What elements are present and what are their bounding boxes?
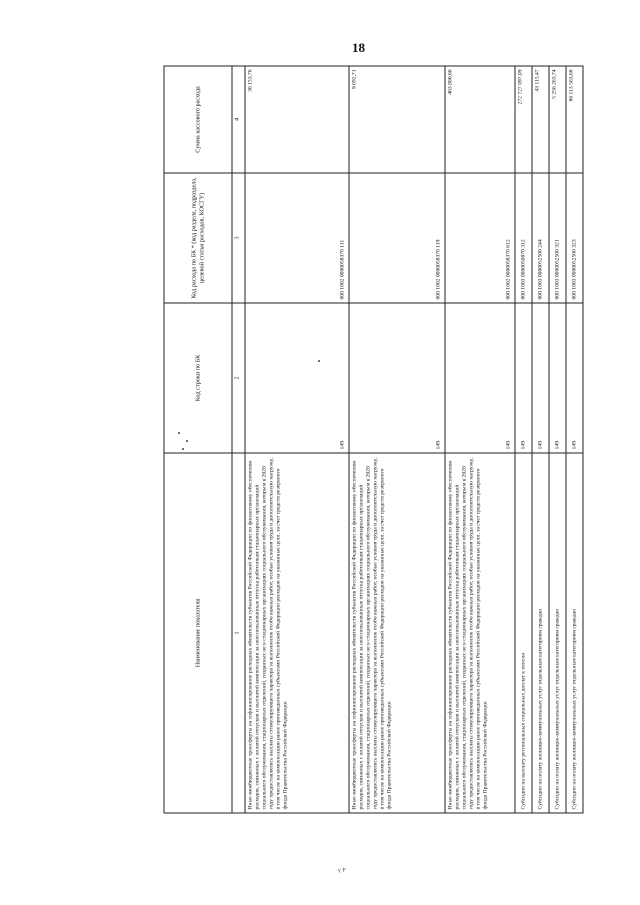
rotated-table-container: [164, 67, 577, 814]
row-name: Иные межбюджетные трансферты на софинансирование расходных обязательств субъектов Российской Федерации по финансовому обеспечению расходов, связанных с оплатой отпусков и выплатой компенсации за неиспользованные отпуска работникам стационарных организаций социального обслуживания, стационарных отделений, созданных не в стационарных организациях социального обслуживания, которым в 2020 году предоставлялись выплаты стимулирующего характера за выполнение особо важных работ, особые условия труда и дополнительную нагрузку, в том числе на компенсацию ранее произведенных субъектами Российской Федерации расходов на указанные цели, за счет средств резервного фонда Правительства Российской Федерации: [445, 453, 515, 813]
table-header-row: [164, 66, 232, 813]
row-kbk: 000 1002 0000058370 111: [245, 173, 349, 303]
row-amount: 30 153,76: [245, 66, 349, 173]
row-amount: 9 692,71: [349, 66, 445, 173]
row-kbk: 000 1003 0000052500 244: [532, 173, 549, 303]
row-name: Субсидии на выплату региональных социальных доплат к пенсии: [515, 453, 532, 813]
row-amount: 43 115,47: [532, 66, 549, 173]
header-kbk: Код расхода по БК * (код раздела, подраздела, целевой статьи расходов, КОСГУ): [164, 173, 232, 303]
column-index: 3: [232, 173, 245, 303]
row-kbk: 000 1003 0000050070 312: [515, 173, 532, 303]
expense-table: [164, 66, 584, 814]
column-index: 4: [232, 66, 245, 173]
column-index-row: [232, 66, 245, 813]
header-name: Наименование показателя: [164, 453, 232, 813]
table-row: [549, 66, 566, 813]
column-index: 2: [232, 303, 245, 453]
row-name: Субсидии на оплату жилищно-коммунальных услуг отдельным категориям граждан: [566, 453, 583, 813]
row-amount: 463 800,00: [445, 66, 515, 173]
header-amount: Сумма кассового расхода: [164, 66, 232, 173]
page-number: 18: [352, 40, 365, 55]
column-index: 1: [232, 453, 245, 813]
row-amount: 86 113 563,68: [566, 66, 583, 173]
row-name: Иные межбюджетные трансферты на софинансирование расходных обязательств субъектов Российской Федерации по финансовому обеспечению расходов, связанных с оплатой отпусков и выплатой компенсации за неиспользованные отпуска работникам стационарных организаций социального обслуживания, стационарных отделений, созданных не в стационарных организациях социального обслуживания, которым в 2020 году предоставлялись выплаты стимулирующего характера за выполнение особо важных работ, особые условия труда и дополнительную нагрузку, в том числе на компенсацию ранее произведенных субъектами Российской Федерации расходов на указанные цели, за счет средств резервного фонда Правительства Российской Федерации: [349, 453, 445, 813]
row-code: 149: [245, 303, 349, 453]
footer-mark: ᵞ ᴾ: [338, 866, 346, 876]
row-code: 149: [349, 303, 445, 453]
row-kbk: 000 1003 0000052500 323: [566, 173, 583, 303]
row-name: Субсидии на оплату жилищно-коммунальных услуг отдельным категориям граждан: [549, 453, 566, 813]
row-code: 149: [445, 303, 515, 453]
table-row: [245, 66, 349, 813]
row-code: 149: [549, 303, 566, 453]
row-kbk: 000 1002 0000058370 612: [445, 173, 515, 303]
row-code: 149: [515, 303, 532, 453]
row-name: Иные межбюджетные трансферты на софинансирование расходных обязательств субъектов Российской Федерации по финансовому обеспечению расходов, связанных с оплатой отпусков и выплатой компенсации за неиспользованные отпуска работникам стационарных организаций социального обслуживания, стационарных отделений, созданных не в стационарных организациях социального обслуживания, которым в 2020 году предоставлялись выплаты стимулирующего характера за выполнение особо важных работ, особые условия труда и дополнительную нагрузку, в том числе на компенсацию ранее произведенных субъектами Российской Федерации расходов на указанные цели, за счет средств резервного фонда Правительства Российской Федерации: [245, 453, 349, 813]
header-code: Код строки по БК: [164, 303, 232, 453]
row-code: 149: [532, 303, 549, 453]
table-row: [515, 66, 532, 813]
row-name: Субсидии на оплату жилищно-коммунальных услуг отдельным категориям граждан: [532, 453, 549, 813]
row-amount: 272 727 097,09: [515, 66, 532, 173]
table-row: [566, 66, 583, 813]
table-row: [532, 66, 549, 813]
row-code: 149: [566, 303, 583, 453]
row-kbk: 000 1003 0000052500 321: [549, 173, 566, 303]
row-kbk: 000 1002 0000058370 119: [349, 173, 445, 303]
table-row: [349, 66, 445, 813]
row-amount: 5 256 263,74: [549, 66, 566, 173]
table-row: [445, 66, 515, 813]
